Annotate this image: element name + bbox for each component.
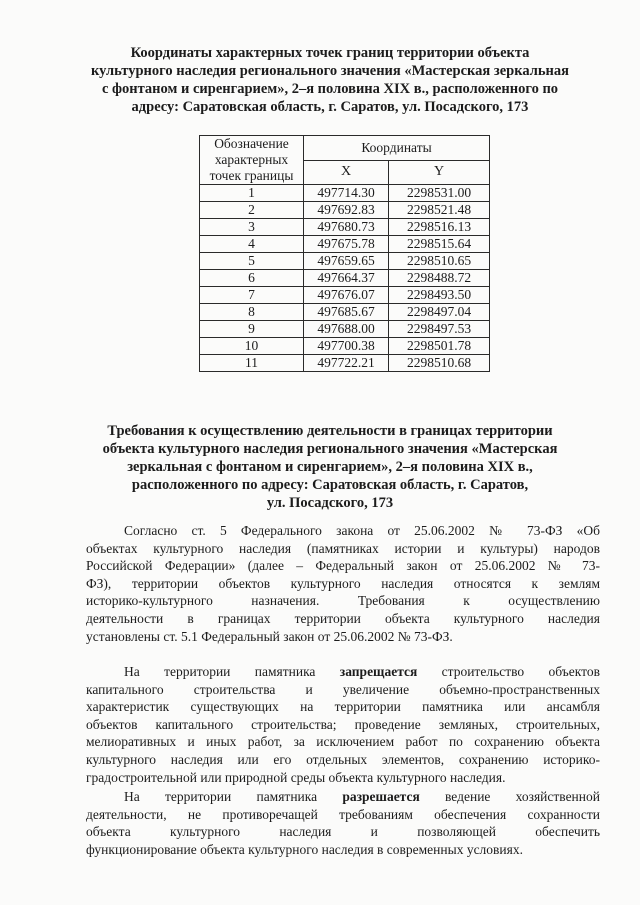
y-coordinate-cell: 2298497.53 bbox=[389, 321, 490, 338]
paragraph-line: культурного наследия или его отдельных элементов, сохранению историко- bbox=[86, 751, 600, 767]
paragraph-line: историко-культурного назначения. Требования к осуществлению bbox=[86, 593, 600, 609]
text-run: строительство объектов bbox=[441, 664, 600, 679]
coordinates-table bbox=[199, 135, 490, 372]
paragraph-line: Российской Федерации» (далее – Федеральный закон от 25.06.2002 № 73- bbox=[86, 558, 600, 574]
paragraph-prohibited bbox=[86, 663, 600, 786]
table-row bbox=[200, 253, 490, 270]
x-coordinate-cell: 497664.37 bbox=[304, 270, 389, 287]
header-point-line: Обозначение bbox=[214, 136, 289, 151]
table-row bbox=[200, 236, 490, 253]
paragraph-line: объекта культурного наследия и позволяющей обеспечить bbox=[86, 824, 600, 840]
text-run: На территории памятника bbox=[124, 789, 318, 804]
y-coordinate-cell: 2298488.72 bbox=[389, 270, 490, 287]
table-row bbox=[200, 270, 490, 287]
paragraph-line: установлены ст. 5.1 Федеральный закон от 25.06.2002 № 73-ФЗ. bbox=[86, 628, 453, 644]
point-cell: 8 bbox=[200, 304, 304, 321]
x-coordinate-cell: 497722.21 bbox=[304, 355, 389, 372]
requirements-title bbox=[90, 422, 570, 512]
x-coordinate-cell: 497659.65 bbox=[304, 253, 389, 270]
title-line: зеркальная с фонтаном и сиренгарием», 2–я половина XIX в., bbox=[127, 459, 533, 475]
header-point-line: характерных bbox=[214, 152, 289, 167]
y-coordinate-cell: 2298516.13 bbox=[389, 219, 490, 236]
point-cell: 9 bbox=[200, 321, 304, 338]
y-coordinate-cell: 2298501.78 bbox=[389, 338, 490, 355]
title-line: культурного наследия регионального значения «Мастерская зеркальная bbox=[90, 63, 569, 79]
point-cell: 5 bbox=[200, 253, 304, 270]
table-row bbox=[200, 304, 490, 321]
paragraph-line: объектах культурного наследия (памятниках истории и культуры) народов bbox=[86, 540, 600, 556]
table-row bbox=[200, 321, 490, 338]
paragraph-line: деятельности, не противоречащей требованиям обеспечения сохранности bbox=[86, 806, 600, 822]
point-cell: 11 bbox=[200, 355, 304, 372]
title-line: объекта культурного наследия регионального значения «Мастерская bbox=[102, 441, 558, 457]
x-coordinate-cell: 497714.30 bbox=[304, 185, 389, 202]
x-coordinate-cell: 497676.07 bbox=[304, 287, 389, 304]
x-coordinate-cell: 497680.73 bbox=[304, 219, 389, 236]
header-x: X bbox=[304, 160, 389, 185]
x-coordinate-cell: 497688.00 bbox=[304, 321, 389, 338]
x-coordinate-cell: 497685.67 bbox=[304, 304, 389, 321]
table-row bbox=[200, 185, 490, 202]
text-run: ведение хозяйственной bbox=[445, 789, 600, 804]
title-line: адресу: Саратовская область, г. Саратов, ул. Посадского, 173 bbox=[131, 99, 529, 115]
x-coordinate-cell: 497700.38 bbox=[304, 338, 389, 355]
text-run: На территории памятника bbox=[124, 664, 316, 679]
header-y: Y bbox=[389, 160, 490, 185]
x-coordinate-cell: 497675.78 bbox=[304, 236, 389, 253]
coordinates-title bbox=[80, 44, 580, 116]
paragraph-line: градостроительной или природной среды объекта культурного наследия. bbox=[86, 769, 506, 785]
y-coordinate-cell: 2298493.50 bbox=[389, 287, 490, 304]
x-coordinate-cell: 497692.83 bbox=[304, 202, 389, 219]
paragraph-line bbox=[86, 788, 600, 806]
title-line: Требования к осуществлению деятельности в границах территории bbox=[107, 423, 553, 439]
coordinates-table-body bbox=[200, 185, 490, 372]
y-coordinate-cell: 2298510.68 bbox=[389, 355, 490, 372]
point-cell: 1 bbox=[200, 185, 304, 202]
paragraph-permitted bbox=[86, 788, 600, 858]
keyword-prohibited: запрещается bbox=[339, 664, 418, 679]
header-point-line: точек границы bbox=[209, 168, 294, 183]
table-row bbox=[200, 202, 490, 219]
y-coordinate-cell: 2298510.65 bbox=[389, 253, 490, 270]
y-coordinate-cell: 2298531.00 bbox=[389, 185, 490, 202]
paragraph-line: мелиоративных и иных работ, за исключением работ по сохранению объекта bbox=[86, 734, 600, 750]
table-row bbox=[200, 338, 490, 355]
paragraph-line bbox=[86, 663, 600, 681]
y-coordinate-cell: 2298521.48 bbox=[389, 202, 490, 219]
point-cell: 6 bbox=[200, 270, 304, 287]
title-line: расположенного по адресу: Саратовская область, г. Саратов, bbox=[131, 477, 529, 493]
table-row bbox=[200, 219, 490, 236]
point-cell: 2 bbox=[200, 202, 304, 219]
header-coordinates: Координаты bbox=[304, 136, 490, 161]
point-cell: 3 bbox=[200, 219, 304, 236]
title-line: ул. Посадского, 173 bbox=[266, 495, 394, 511]
title-line: Координаты характерных точек границ территории объекта bbox=[130, 45, 530, 61]
paragraph-line: капитального строительства и увеличение объемно-пространственных bbox=[86, 681, 600, 697]
title-line: с фонтаном и сиренгарием», 2–я половина XIX в., расположенного по bbox=[101, 81, 559, 97]
point-cell: 4 bbox=[200, 236, 304, 253]
paragraph-line: деятельности в границах территории объекта культурного наследия bbox=[86, 610, 600, 626]
paragraph-line: Согласно ст. 5 Федерального закона от 25.06.2002 № 73-ФЗ «Об bbox=[124, 523, 600, 538]
paragraph-line: ФЗ), территории объектов культурного наследия относятся к землям bbox=[86, 575, 600, 591]
table-row bbox=[200, 287, 490, 304]
y-coordinate-cell: 2298497.04 bbox=[389, 304, 490, 321]
paragraph-line: функционирование объекта культурного наследия в современных условиях. bbox=[86, 841, 523, 857]
point-cell: 10 bbox=[200, 338, 304, 355]
keyword-permitted: разрешается bbox=[342, 789, 420, 804]
point-cell: 7 bbox=[200, 287, 304, 304]
paragraph-line: характеристик существующих на территории памятника или ансамбля bbox=[86, 699, 600, 715]
paragraph-law-reference bbox=[86, 522, 600, 645]
table-row bbox=[200, 355, 490, 372]
paragraph-line: объектов капитального строительства; проведение земляных, строительных, bbox=[86, 716, 600, 732]
y-coordinate-cell: 2298515.64 bbox=[389, 236, 490, 253]
header-point-designation bbox=[200, 136, 304, 185]
